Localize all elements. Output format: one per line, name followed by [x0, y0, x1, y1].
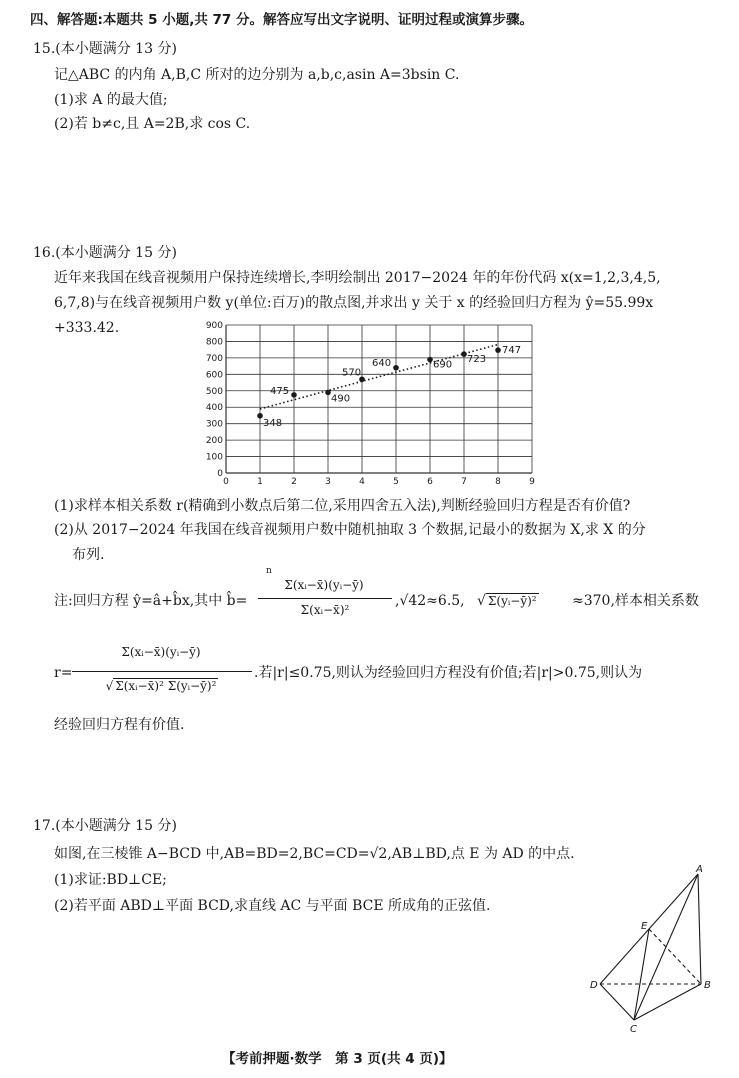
- x-tick-label: 1: [257, 477, 263, 486]
- section-header: 四、解答题:本题共 5 小题,共 77 分。解答应写出文字说明、证明过程或演算步骤。: [30, 12, 534, 28]
- label-E: E: [641, 921, 648, 932]
- note-end: ≈370,样本相关系数: [572, 593, 699, 609]
- edge-EB-hidden: [649, 929, 701, 984]
- b-hat-denominator: Σ(xᵢ−x̄)²: [300, 603, 350, 617]
- q15-title: 15.(本小题满分 13 分): [33, 41, 177, 57]
- q17-part1: (1)求证:BD⊥CE;: [54, 872, 167, 888]
- x-tick-label: 3: [325, 477, 331, 486]
- label-D: D: [590, 980, 598, 991]
- q16-stem-line2: 6,7,8)与在线音视频用户数 y(单位:百万)的散点图,并求出 y 关于 x 的经验回归方程为 ŷ=55.99x: [54, 295, 654, 311]
- x-tick-label: 9: [529, 477, 535, 486]
- scatter-chart: [196, 318, 546, 486]
- label-A: A: [696, 864, 703, 875]
- y-tick-label: 300: [205, 419, 223, 430]
- x-tick-label: 8: [495, 477, 501, 486]
- data-point: [393, 365, 399, 371]
- data-label: 690: [433, 359, 453, 371]
- y-tick-label: 400: [205, 403, 223, 414]
- x-tick-label: 2: [291, 477, 297, 486]
- sqrt-content: Σ(yᵢ−ȳ)²: [487, 594, 537, 608]
- data-point: [495, 347, 501, 353]
- r-fraction-bar: [72, 671, 252, 672]
- data-point: [291, 392, 297, 398]
- page-footer: 【考前押题·数学 第 3 页(共 4 页)】: [222, 1051, 453, 1067]
- data-point: [325, 390, 331, 396]
- y-tick-label: 200: [205, 436, 223, 447]
- data-point: [461, 351, 467, 357]
- q16-stem-line3: +333.42.: [54, 320, 120, 336]
- q16-part2-line1: (2)从 2017−2024 年我国在线音视频用户数中随机抽取 3 个数据,记最小的数据为 X,求 X 的分: [54, 522, 646, 538]
- q16-part2-line2: 布列.: [72, 547, 105, 563]
- data-label: 747: [502, 345, 522, 357]
- q17-title: 17.(本小题满分 15 分): [33, 818, 177, 834]
- y-tick-label: 600: [205, 370, 223, 381]
- data-label: 723: [467, 354, 487, 366]
- r-den-content: Σ(xᵢ−x̄)² Σ(yᵢ−ȳ)²: [115, 679, 217, 693]
- q17-part2: (2)若平面 ABD⊥平面 BCD,求直线 AC 与平面 BCE 所成角的正弦值.: [54, 898, 491, 914]
- r-prefix: r=: [54, 665, 73, 681]
- y-tick-label: 100: [205, 452, 223, 463]
- edge-CB: [634, 984, 701, 1020]
- y-tick-label: 800: [205, 337, 223, 348]
- y-tick-label: 0: [217, 469, 223, 479]
- x-tick-label: 7: [461, 477, 467, 486]
- r-denominator: √ Σ(xᵢ−x̄)² Σ(yᵢ−ȳ)²: [105, 679, 217, 693]
- x-tick-label: 0: [223, 477, 229, 486]
- q16-title: 16.(本小题满分 15 分): [33, 245, 177, 261]
- y-tick-label: 700: [205, 353, 223, 364]
- r-last: 经验回归方程有价值.: [54, 717, 185, 733]
- label-B: B: [704, 980, 711, 991]
- y-tick-label: 900: [205, 321, 223, 331]
- edge-AB: [698, 874, 701, 984]
- x-tick-label: 6: [427, 477, 433, 486]
- r-numerator: Σ(xᵢ−x̄)(yᵢ−ȳ): [121, 645, 201, 659]
- x-tick-label: 5: [393, 477, 399, 486]
- data-point: [257, 413, 263, 419]
- sqrt-expression: √ Σ(yᵢ−ȳ)²: [477, 593, 537, 609]
- label-C: C: [630, 1024, 637, 1034]
- q16-stem-line1: 近年来我国在线音视频用户保持连续增长,李明绘制出 2017−2024 年的年份代码 x(x=1,2,3,4,5,: [54, 270, 661, 286]
- tetrahedron-figure: [585, 862, 725, 1034]
- data-label: 348: [263, 417, 283, 429]
- r-rest: .若|r|≤0.75,则认为经验回归方程没有价值;若|r|>0.75,则认为: [254, 665, 643, 681]
- q17-stem: 如图,在三棱锥 A−BCD 中,AB=BD=2,BC=CD=√2,AB⊥BD,点 E 为 AD 的中点.: [54, 846, 575, 862]
- q15-part1: (1)求 A 的最大值;: [54, 92, 168, 108]
- q15-part2: (2)若 b≠c,且 A=2B,求 cos C.: [54, 116, 251, 132]
- data-label: 475: [270, 385, 290, 397]
- note-prefix: 注:回归方程 ŷ=â+b̂x,其中 b̂=: [54, 593, 248, 609]
- data-point: [427, 357, 433, 363]
- data-label: 570: [342, 367, 362, 379]
- sum-top: n: [266, 566, 272, 576]
- edge-DC: [600, 984, 634, 1020]
- note-middle: ,√42≈6.5,: [395, 593, 465, 609]
- x-tick-label: 4: [359, 477, 365, 486]
- fraction-bar: [258, 598, 392, 599]
- b-hat-num-text: Σ(xᵢ−x̄)(yᵢ−ȳ): [284, 578, 364, 592]
- q16-part1: (1)求样本相关系数 r(精确到小数点后第二位,采用四舍五入法),判断经验回归方程是否有价值?: [54, 498, 631, 514]
- q15-stem: 记△ABC 的内角 A,B,C 所对的边分别为 a,b,c,asin A=3bsin C.: [54, 67, 460, 83]
- y-tick-label: 500: [205, 386, 223, 397]
- data-label: 490: [331, 393, 351, 405]
- data-label: 640: [372, 357, 392, 369]
